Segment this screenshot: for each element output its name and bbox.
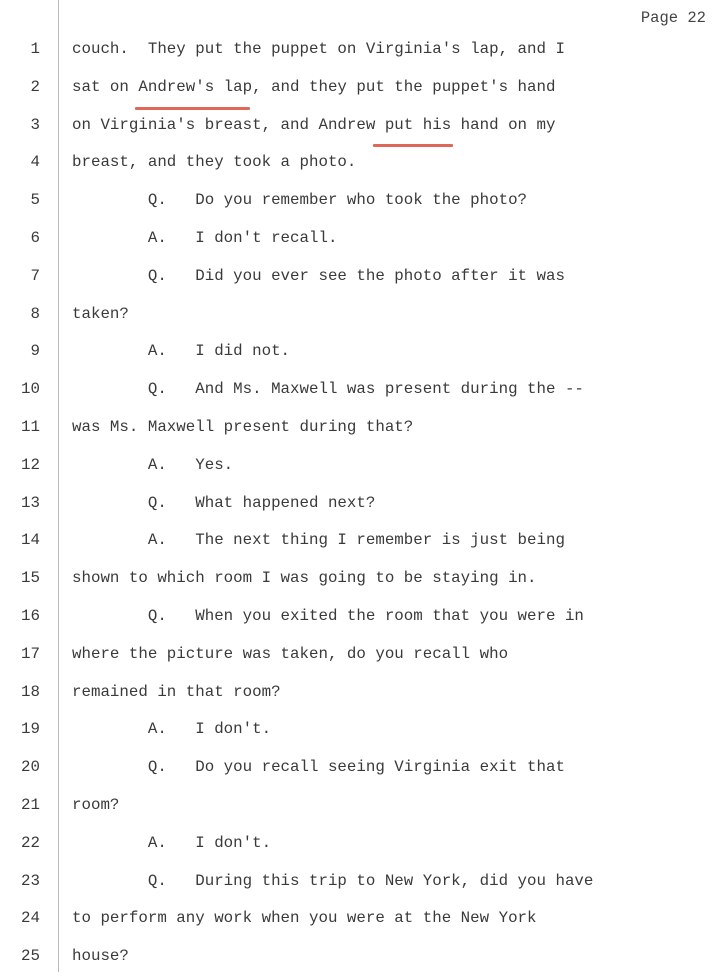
page-number: Page 22 (640, 9, 706, 27)
transcript-line (0, 191, 720, 221)
transcript-line (0, 909, 720, 939)
transcript-line (0, 569, 720, 599)
line-text: room? (72, 796, 120, 814)
transcript-line (0, 607, 720, 637)
line-number: 5 (30, 191, 40, 210)
line-number: 8 (30, 304, 40, 323)
line-text: taken? (72, 304, 129, 323)
transcript-line (0, 229, 720, 259)
transcript-line (0, 683, 720, 713)
transcript-line (0, 342, 720, 372)
transcript-line (0, 116, 720, 146)
line-text: A. I don't recall. (72, 229, 338, 247)
line-text: on Virginia's breast, and Andrew put his hand on my (72, 115, 556, 134)
line-number: 21 (21, 796, 40, 814)
line-text: A. I did not. (72, 342, 291, 361)
line-number: 4 (30, 153, 40, 172)
line-number: 15 (21, 569, 40, 588)
line-number: 17 (21, 644, 40, 663)
line-text: where the picture was taken, do you recall who (72, 644, 509, 663)
line-number: 16 (21, 607, 40, 625)
line-text: Q. Do you remember who took the photo? (72, 191, 528, 210)
line-number: 20 (21, 758, 40, 777)
line-text: breast, and they took a photo. (72, 153, 357, 172)
line-text: Q. Do you recall seeing Virginia exit that (72, 758, 565, 777)
line-text: A. Yes. (72, 455, 234, 474)
line-number: 7 (30, 266, 40, 285)
transcript-line (0, 267, 720, 297)
transcript-line (0, 305, 720, 335)
line-number: 6 (30, 229, 40, 247)
line-text: Q. And Ms. Maxwell was present during the -- (72, 380, 584, 399)
line-number: 13 (21, 493, 40, 512)
transcript-line (0, 720, 720, 750)
line-text: Q. During this trip to New York, did you have (72, 871, 594, 890)
transcript-line (0, 645, 720, 675)
transcript-line (0, 872, 720, 902)
transcript-line (0, 456, 720, 486)
line-text: A. I don't. (72, 720, 272, 739)
transcript-line (0, 418, 720, 448)
line-number: 12 (21, 455, 40, 474)
line-number: 10 (21, 380, 40, 399)
line-text: Q. Did you ever see the photo after it was (72, 266, 565, 285)
transcript-line (0, 78, 720, 108)
line-number: 25 (21, 947, 40, 966)
line-number: 3 (30, 115, 40, 134)
line-text: couch. They put the puppet on Virginia's lap, and I (72, 40, 565, 58)
line-number: 22 (21, 833, 40, 852)
line-text: was Ms. Maxwell present during that? (72, 418, 414, 436)
line-text: shown to which room I was going to be staying in. (72, 569, 537, 588)
line-text: remained in that room? (72, 682, 281, 701)
line-number: 24 (21, 909, 40, 928)
transcript-line (0, 40, 720, 70)
transcript-line (0, 380, 720, 410)
line-text: Q. When you exited the room that you were in (72, 607, 584, 625)
line-text: A. The next thing I remember is just being (72, 531, 565, 550)
transcript-line (0, 758, 720, 788)
line-number: 9 (30, 342, 40, 361)
line-number: 18 (21, 682, 40, 701)
line-text: house? (72, 947, 129, 966)
line-number: 19 (21, 720, 40, 739)
underline-andrew-put (373, 144, 453, 147)
line-number: 23 (21, 871, 40, 890)
line-text: to perform any work when you were at the New York (72, 909, 537, 928)
transcript-line (0, 796, 720, 826)
line-text: A. I don't. (72, 833, 272, 852)
transcript-line (0, 834, 720, 864)
transcript-line (0, 947, 720, 977)
line-text: Q. What happened next? (72, 493, 376, 512)
underline-andrews-lap (135, 107, 250, 110)
transcript-line (0, 153, 720, 183)
line-number: 14 (21, 531, 40, 550)
line-number: 2 (30, 77, 40, 96)
line-number-gutter (0, 0, 59, 972)
transcript-line (0, 531, 720, 561)
line-text: sat on Andrew's lap, and they put the puppet's hand (72, 77, 556, 96)
line-number: 1 (30, 40, 40, 58)
line-number: 11 (21, 418, 40, 436)
transcript-line (0, 494, 720, 524)
